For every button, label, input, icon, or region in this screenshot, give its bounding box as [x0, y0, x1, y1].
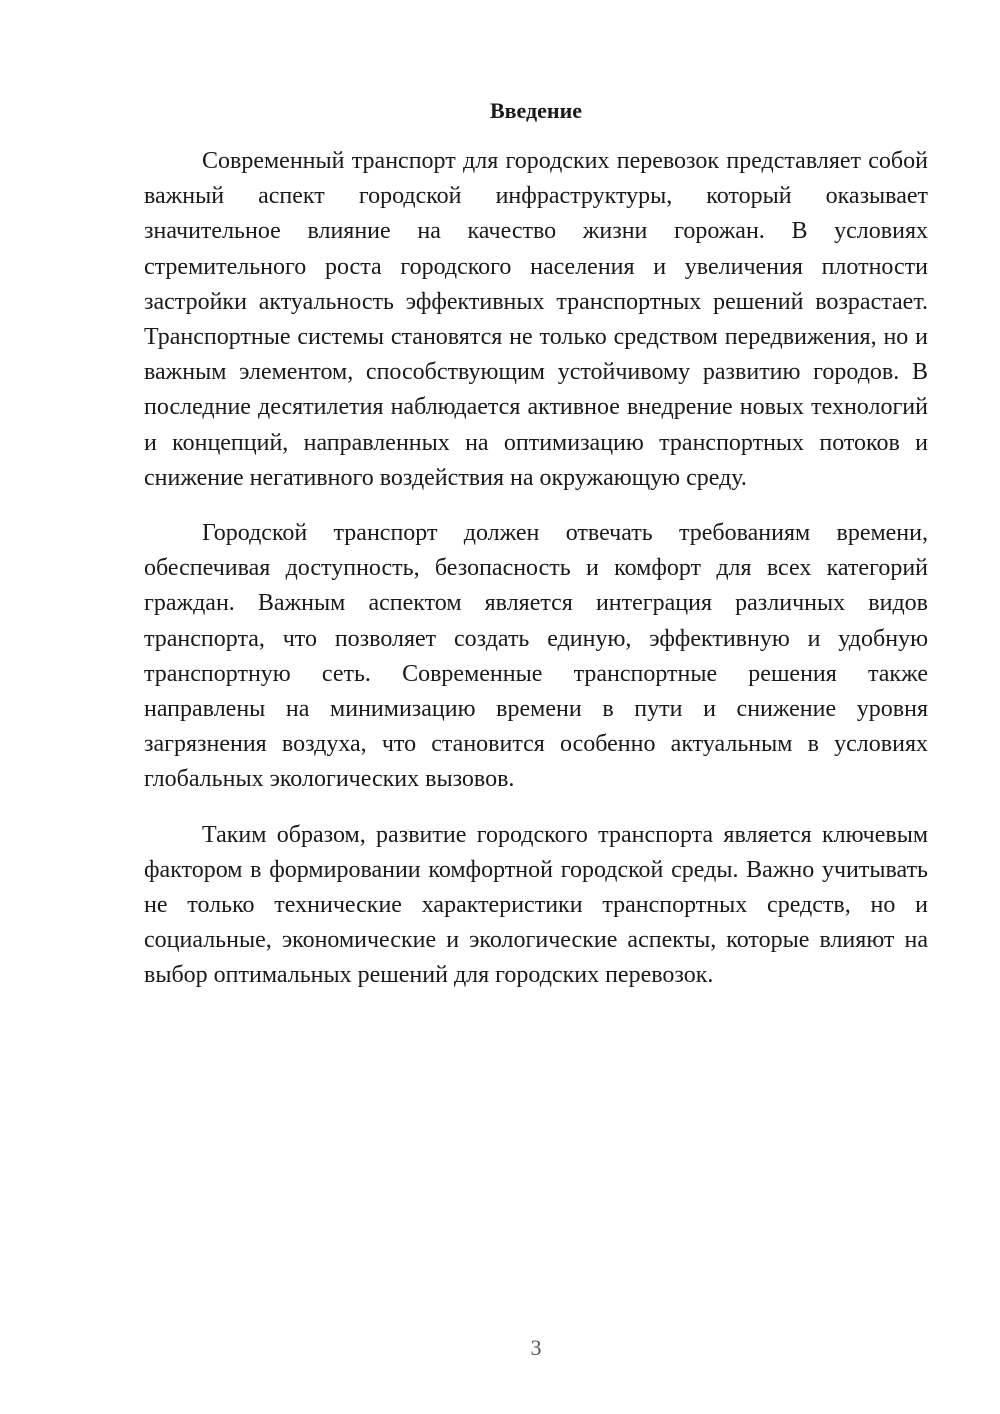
paragraph-1: Современный транспорт для городских перевозок представляет собой важный аспект городской инфраструктуры, который оказывает значительное влияние на качество жизни горожан. В условиях стремительного роста городского населения и увеличения плотности застройки актуальность эффективных транспортных решений возрастает. Транспортные системы становятся не только средством передвижения, но и важным элементом, способствующим устойчивому развитию городов. В последние десятилетия наблюдается активное внедрение новых технологий и концепций, направленных на оптимизацию транспортных потоков и снижение негативного воздействия на окружающую среду. — [144, 148, 928, 491]
section-heading: Введение — [489, 98, 583, 123]
paragraph-2: Городской транспорт должен отвечать требованиям времени, обеспечивая доступность, безопасность и комфорт для всех категорий граждан. Важным аспектом является интеграция различных видов транспорта, что позволяет создать единую, эффективную и удобную транспортную сеть. Современные транспортные решения также направлены на минимизацию времени в пути и снижение уровня загрязнения воздуха, что становится особенно актуальным в условиях глобальных экологических вызовов. — [144, 520, 928, 793]
page-number: 3 — [530, 1335, 542, 1360]
body-text — [144, 144, 928, 1014]
paragraph-3: Таким образом, развитие городского транспорта является ключевым фактором в формировании комфортной городской среды. Важно учитывать не только технические характеристики транспортных средств, но и социальные, экономические и экологические аспекты, которые влияют на выбор оптимальных решений для городских перевозок. — [144, 821, 928, 989]
